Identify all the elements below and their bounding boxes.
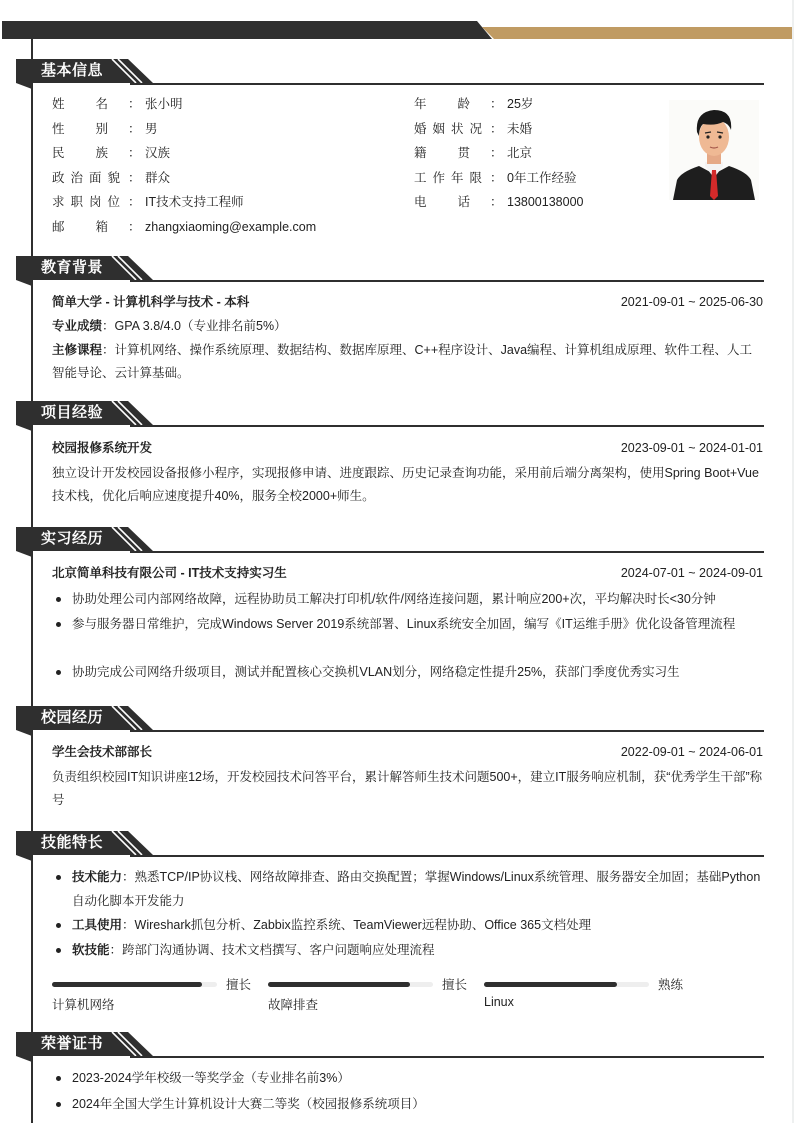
- info-label: 工 作 年 限: [414, 170, 482, 185]
- section-header: [0, 256, 794, 282]
- section-title: 基本信息: [41, 62, 104, 79]
- skill-track: [52, 982, 217, 987]
- section-campus: [0, 706, 794, 732]
- honor-item: 2024年全国大学生计算机设计大赛二等奖（校园报修系统项目）: [56, 1092, 763, 1116]
- education-courses: [52, 339, 763, 385]
- info-row: [52, 94, 352, 114]
- stripes-icon: [108, 59, 152, 83]
- info-label: 政 治 面 貌: [52, 170, 120, 185]
- section-rule: [130, 425, 764, 427]
- header-banner: [2, 21, 792, 39]
- stripes-icon: [108, 256, 152, 280]
- project-heading: 校园报修系统开发: [52, 441, 153, 455]
- info-value: 群众: [145, 170, 171, 185]
- stripes-icon: [108, 1032, 152, 1056]
- project-entry-header: [52, 437, 763, 459]
- section-rule: [130, 83, 764, 85]
- section-title: 技能特长: [41, 834, 104, 851]
- skill-label: 工具使用: [72, 918, 123, 932]
- section-title: 实习经历: [41, 530, 104, 547]
- info-label: 年 龄: [414, 97, 470, 111]
- info-row: [52, 119, 352, 139]
- section-header: [0, 706, 794, 732]
- section-skills: [0, 831, 794, 857]
- project-date: 2023-09-01 ~ 2024-01-01: [620, 441, 763, 455]
- courses-label: 主修课程: [52, 343, 103, 357]
- project-description: 独立设计开发校园设备报修小程序，实现报修申请、进度跟踪、历史记录查询功能，采用前后端分离架构，使用Spring Boot+Vue技术栈，优化后响应速度提升40%，服务全校2000+师生。: [52, 466, 759, 503]
- campus-date: 2022-09-01 ~ 2024-06-01: [620, 745, 763, 759]
- skill-bar: [52, 973, 257, 1012]
- info-row: [52, 217, 352, 237]
- info-colon: ：: [490, 170, 503, 185]
- section-internship: [0, 527, 794, 553]
- section-header: [0, 59, 794, 85]
- info-label: 性 别: [52, 121, 108, 136]
- info-colon: ：: [490, 195, 503, 210]
- avatar-photo-icon: [669, 100, 759, 200]
- info-colon: ：: [128, 146, 141, 161]
- avatar: [669, 100, 759, 200]
- skill-bullet: [56, 913, 763, 937]
- section-title: 校园经历: [41, 709, 104, 726]
- skill-fill: [268, 982, 410, 987]
- info-row: [52, 192, 352, 212]
- section-tab-fold: [16, 730, 32, 736]
- internship-bullet: 协助处理公司内部网络故障，远程协助员工解决打印机/软件/网络连接问题，累计响应200+次，平均解决时长<30分钟: [56, 587, 763, 611]
- skill-text: ：Wireshark抓包分析、Zabbix监控系统、TeamViewer远程协助、Office 365文档处理: [122, 918, 592, 932]
- internship-entry-header: [52, 562, 763, 584]
- info-label: 婚 姻 状 况: [414, 121, 482, 136]
- info-row: [52, 143, 352, 163]
- skill-level: 熟练: [658, 978, 684, 992]
- header-banner-gold: [482, 27, 794, 39]
- info-row: [52, 168, 352, 188]
- timeline-rule: [31, 39, 33, 1123]
- campus-heading: 学生会技术部部长: [52, 745, 153, 759]
- info-value: 13800138000: [507, 195, 584, 210]
- section-tab-fold: [16, 855, 32, 861]
- info-value: 张小明: [145, 97, 183, 111]
- section-tab-fold: [16, 551, 32, 557]
- honor-item: 2023-2024学年校级一等奖学金（专业排名前3%）: [56, 1066, 763, 1090]
- section-header: [0, 831, 794, 857]
- info-label: 电 话: [414, 195, 470, 210]
- info-colon: ：: [128, 195, 141, 210]
- skill-fill: [484, 982, 617, 987]
- section-tab-fold: [16, 280, 32, 286]
- stripes-icon: [108, 706, 152, 730]
- internship-heading: 北京简单科技有限公司 - IT技术支持实习生: [52, 566, 287, 580]
- skill-bullet: [56, 865, 763, 913]
- section-title: 项目经验: [41, 404, 104, 421]
- info-value: 未婚: [507, 121, 533, 136]
- skill-name: Linux: [484, 995, 514, 1009]
- skill-name: 故障排查: [268, 998, 319, 1012]
- skill-label: 软技能: [72, 943, 110, 957]
- skill-label: 技术能力: [72, 870, 123, 884]
- skill-name: 计算机网络: [52, 998, 115, 1012]
- internship-bullet: 参与服务器日常维护，完成Windows Server 2019系统部署、Linux系统安全加固，编写《IT运维手册》优化设备管理流程: [56, 612, 763, 636]
- campus-entry-header: [52, 741, 763, 763]
- info-colon: ：: [128, 220, 141, 234]
- section-tab-fold: [16, 1056, 32, 1062]
- info-label: 籍 贯: [414, 146, 470, 161]
- section-honors: [0, 1032, 794, 1058]
- info-colon: ：: [128, 97, 141, 111]
- education-gpa: [52, 315, 763, 337]
- skill-bar: [268, 973, 473, 1012]
- section-tab-fold: [16, 425, 32, 431]
- internship-bullet: 协助完成公司网络升级项目，测试并配置核心交换机VLAN划分，网络稳定性提升25%，获部门季度优秀实习生: [56, 660, 763, 684]
- gpa-label: 专业成绩: [52, 319, 103, 333]
- stripes-icon: [108, 527, 152, 551]
- info-value: 0年工作经验: [507, 170, 577, 185]
- section-basic-info: [0, 59, 794, 85]
- skill-text: ：跨部门沟通协调、技术文档撰写、客户问题响应处理流程: [109, 943, 435, 957]
- info-label: 邮 箱: [52, 220, 108, 234]
- info-colon: ：: [128, 121, 141, 136]
- campus-description: 负责组织校园IT知识讲座12场，开发校园技术问答平台，累计解答师生技术问题500+，建立IT服务响应机制，获“优秀学生干部”称号: [52, 770, 763, 807]
- info-value: 北京: [507, 146, 533, 161]
- section-title: 荣誉证书: [41, 1035, 104, 1052]
- info-label: 民 族: [52, 146, 108, 161]
- section-education: [0, 256, 794, 282]
- info-label: 求 职 岗 位: [52, 195, 120, 210]
- education-heading: 简单大学 - 计算机科学与技术 - 本科: [52, 295, 250, 309]
- info-value: 25岁: [507, 97, 534, 111]
- stripes-icon: [108, 401, 152, 425]
- section-rule: [130, 280, 764, 282]
- skill-level: 擅长: [442, 978, 468, 992]
- info-colon: ：: [490, 146, 503, 161]
- education-entry-header: [52, 291, 763, 313]
- info-colon: ：: [490, 121, 503, 136]
- courses-value: ：计算机网络、操作系统原理、数据结构、数据库原理、C++程序设计、Java编程、计算机组成原理、软件工程、人工智能导论、云计算基础。: [52, 343, 753, 380]
- section-rule: [130, 1056, 764, 1058]
- skill-fill: [52, 982, 202, 987]
- info-colon: ：: [128, 170, 141, 185]
- info-colon: ：: [490, 97, 503, 111]
- skill-level: 擅长: [226, 978, 252, 992]
- gpa-value: ：GPA 3.8/4.0（专业排名前5%）: [102, 319, 287, 333]
- info-value: 汉族: [145, 146, 171, 161]
- skill-bullet: [56, 938, 763, 962]
- info-value: 男: [145, 121, 158, 136]
- section-tab-fold: [16, 83, 32, 89]
- section-projects: [0, 401, 794, 427]
- section-header: [0, 1032, 794, 1058]
- internship-date: 2024-07-01 ~ 2024-09-01: [620, 566, 763, 580]
- info-value: IT技术支持工程师: [145, 195, 244, 210]
- skill-track: [268, 982, 433, 987]
- section-rule: [130, 855, 764, 857]
- skill-text: ：熟悉TCP/IP协议栈、网络故障排查、路由交换配置；掌握Windows/Linux系统管理、服务器安全加固；基础Python自动化脚本开发能力: [72, 870, 761, 908]
- section-header: [0, 401, 794, 427]
- header-banner-dark: [2, 21, 492, 39]
- section-rule: [130, 730, 764, 732]
- info-label: 姓 名: [52, 97, 108, 111]
- info-value: zhangxiaoming@example.com: [145, 220, 317, 234]
- education-date: 2021-09-01 ~ 2025-06-30: [620, 295, 763, 309]
- skill-track: [484, 982, 649, 987]
- section-header: [0, 527, 794, 553]
- stripes-icon: [108, 831, 152, 855]
- section-title: 教育背景: [41, 259, 104, 276]
- skill-bar: [484, 973, 689, 1009]
- section-rule: [130, 551, 764, 553]
